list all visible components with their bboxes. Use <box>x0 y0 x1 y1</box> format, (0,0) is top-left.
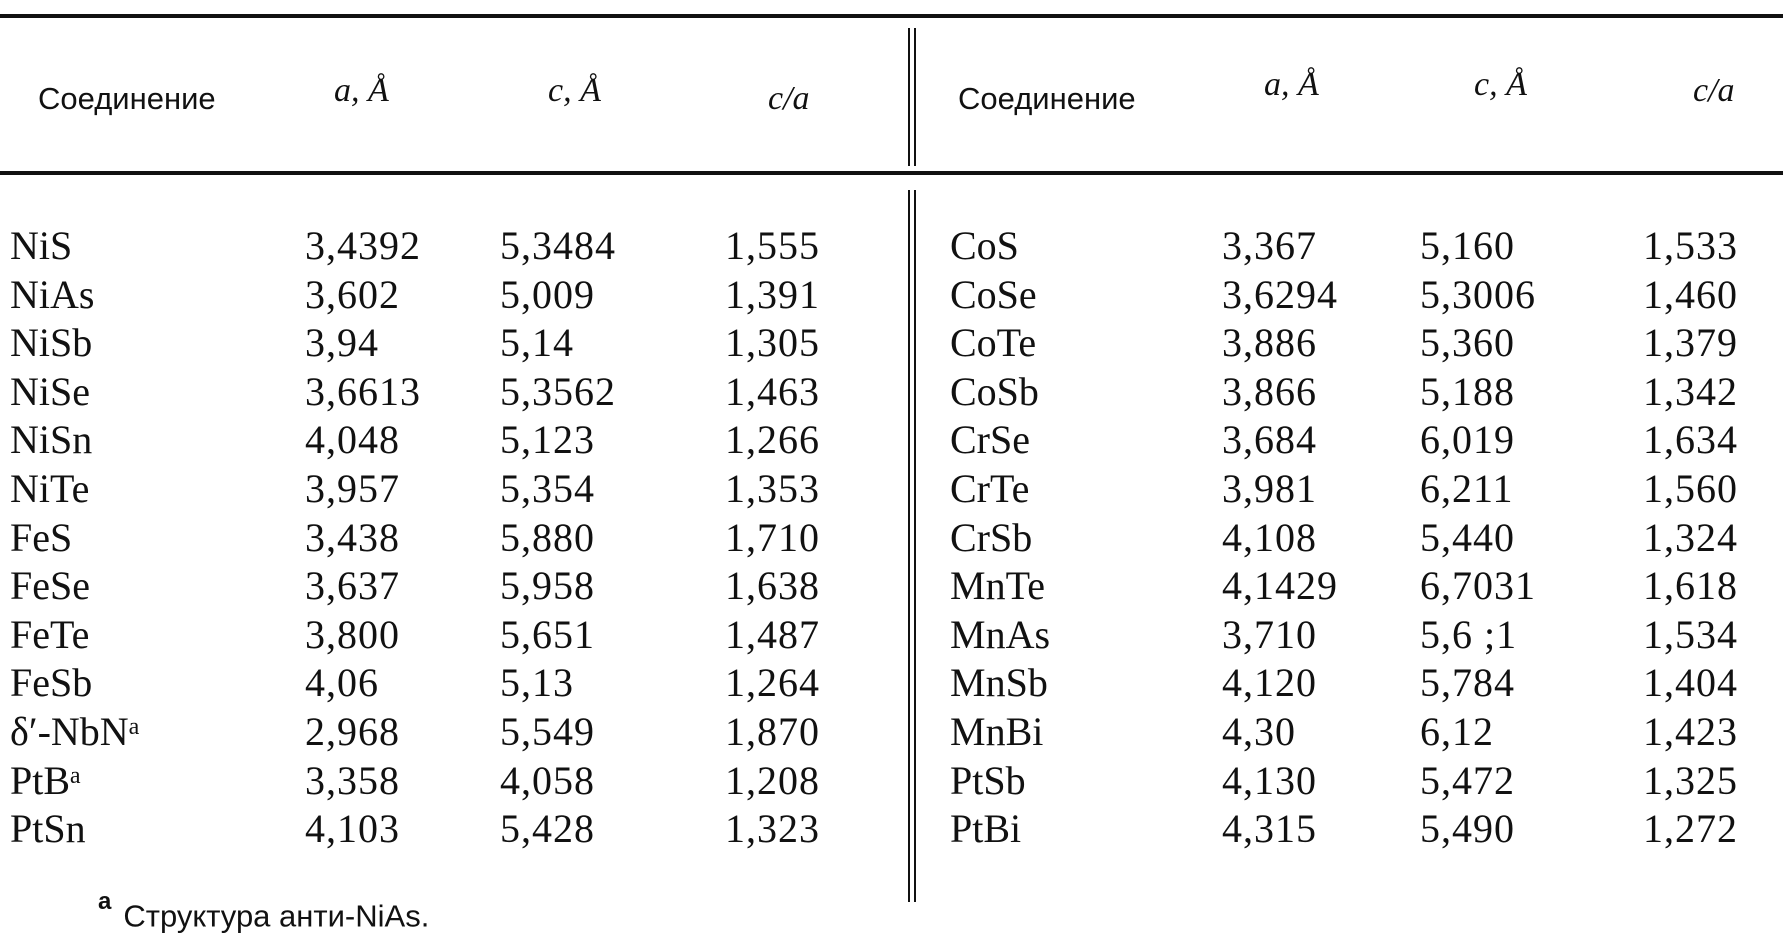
right-compound-cell: CrSb <box>950 514 1033 560</box>
right-c-cell: 5,188 <box>1420 368 1515 414</box>
left-c-cell: 4,058 <box>500 757 595 803</box>
left-compound-cell: PtSn <box>10 806 86 852</box>
left-compound-cell: NiSe <box>10 368 90 414</box>
right-c-cell: 5,490 <box>1420 806 1515 852</box>
right-c-cell: 6,019 <box>1420 417 1515 463</box>
left-c-column <box>500 222 616 854</box>
left-a-cell: 3,957 <box>305 465 400 511</box>
right-a-cell: 4,130 <box>1222 757 1317 803</box>
left-ca-cell: 1,305 <box>725 320 820 366</box>
left-a-cell: 4,103 <box>305 806 400 852</box>
header-left-compound: Соединение <box>38 81 216 116</box>
left-a-cell: 4,06 <box>305 660 379 706</box>
right-c-cell: 6,12 <box>1420 708 1494 754</box>
right-c-cell: 6,7031 <box>1420 563 1536 609</box>
left-c-cell: 5,3484 <box>500 223 616 268</box>
left-c-cell: 5,3562 <box>500 368 616 414</box>
left-ca-cell: 1,208 <box>725 757 820 803</box>
right-ca-cell: 1,324 <box>1643 514 1738 560</box>
header-left-ca: c/a <box>768 80 810 117</box>
left-c-cell: 5,958 <box>500 563 595 609</box>
table-header-rule <box>0 171 1783 175</box>
right-c-cell: 5,440 <box>1420 514 1515 560</box>
left-a-cell: 3,94 <box>305 320 379 366</box>
right-c-cell: 5,6 ;1 <box>1420 611 1518 657</box>
right-c-cell: 5,360 <box>1420 320 1515 366</box>
right-compound-cell: CoSe <box>950 271 1037 317</box>
right-ca-cell: 1,404 <box>1643 660 1738 706</box>
header-left-c: c, Å <box>548 72 601 109</box>
right-c-cell: 5,3006 <box>1420 271 1536 317</box>
right-compound-cell: MnSb <box>950 660 1048 706</box>
left-c-cell: 5,428 <box>500 806 595 852</box>
right-c-cell: 6,211 <box>1420 465 1514 511</box>
left-compound-cell: FeTe <box>10 611 90 657</box>
header-left-a: a, Å <box>334 72 389 109</box>
right-a-cell: 3,684 <box>1222 417 1317 463</box>
column-divider <box>914 28 916 166</box>
right-ca-column <box>1643 222 1738 854</box>
right-a-cell: 3,710 <box>1222 611 1317 657</box>
left-c-cell: 5,123 <box>500 417 595 463</box>
right-compound-cell: MnBi <box>950 708 1044 754</box>
right-compound-cell: PtSb <box>950 757 1026 803</box>
right-a-cell: 3,6294 <box>1222 271 1338 317</box>
left-a-cell: 3,637 <box>305 563 400 609</box>
left-a-cell: 3,800 <box>305 611 400 657</box>
right-ca-cell: 1,534 <box>1643 611 1738 657</box>
right-ca-cell: 1,533 <box>1643 223 1738 268</box>
left-c-cell: 5,651 <box>500 611 595 657</box>
left-ca-cell: 1,266 <box>725 417 820 463</box>
left-compound-cell: FeS <box>10 514 73 560</box>
right-a-cell: 4,30 <box>1222 708 1296 754</box>
left-c-cell: 5,14 <box>500 320 574 366</box>
right-ca-cell: 1,618 <box>1643 563 1738 609</box>
left-a-cell: 4,048 <box>305 417 400 463</box>
left-compound-cell: NiS <box>10 223 73 268</box>
left-ca-cell: 1,487 <box>725 611 820 657</box>
left-ca-cell: 1,870 <box>725 708 820 754</box>
right-c-cell: 5,160 <box>1420 223 1515 268</box>
left-c-cell: 5,009 <box>500 271 595 317</box>
footnote-text: Структура анти-NiAs. <box>123 898 430 934</box>
left-a-cell: 3,6613 <box>305 368 421 414</box>
right-a-column <box>1222 222 1338 854</box>
left-ca-cell: 1,555 <box>725 223 820 268</box>
right-compound-cell: PtBi <box>950 806 1022 852</box>
right-c-column <box>1420 222 1536 854</box>
left-c-cell: 5,354 <box>500 465 595 511</box>
right-compound-cell: CoS <box>950 223 1019 268</box>
left-a-cell: 3,4392 <box>305 223 421 268</box>
left-ca-cell: 1,323 <box>725 806 820 852</box>
left-compound-cell: NiSb <box>10 320 93 366</box>
left-c-cell: 5,880 <box>500 514 595 560</box>
left-c-cell: 5,549 <box>500 708 595 754</box>
right-ca-cell: 1,460 <box>1643 271 1738 317</box>
right-a-cell: 3,866 <box>1222 368 1317 414</box>
left-ca-cell: 1,353 <box>725 465 820 511</box>
right-compound-cell: MnAs <box>950 611 1051 657</box>
left-compound-cell: PtBᵃ <box>10 757 81 803</box>
left-compound-cell: FeSb <box>10 660 93 706</box>
left-compound-column <box>10 222 140 854</box>
left-ca-cell: 1,264 <box>725 660 820 706</box>
right-a-cell: 4,1429 <box>1222 563 1338 609</box>
left-a-column <box>305 222 421 854</box>
left-c-cell: 5,13 <box>500 660 574 706</box>
right-ca-cell: 1,379 <box>1643 320 1738 366</box>
footnote <box>98 888 429 936</box>
right-a-cell: 4,315 <box>1222 806 1317 852</box>
footnote-marker: a <box>98 888 112 915</box>
left-ca-cell: 1,391 <box>725 271 820 317</box>
left-compound-cell: FeSe <box>10 563 90 609</box>
column-divider <box>908 190 910 902</box>
header-right-c: c, Å <box>1474 66 1527 103</box>
column-divider <box>914 190 916 902</box>
table-top-rule <box>0 14 1783 18</box>
right-ca-cell: 1,325 <box>1643 757 1738 803</box>
right-c-cell: 5,472 <box>1420 757 1515 803</box>
left-ca-cell: 1,710 <box>725 514 820 560</box>
left-compound-cell: NiAs <box>10 271 95 317</box>
left-a-cell: 2,968 <box>305 708 400 754</box>
right-ca-cell: 1,634 <box>1643 417 1738 463</box>
right-compound-cell: MnTe <box>950 563 1045 609</box>
header-right-ca: c/a <box>1693 72 1735 109</box>
right-compound-cell: CoSb <box>950 368 1039 414</box>
left-compound-cell: δ′-NbNᵃ <box>10 708 140 754</box>
right-a-cell: 3,886 <box>1222 320 1317 366</box>
right-ca-cell: 1,560 <box>1643 465 1738 511</box>
right-compound-column <box>950 222 1050 854</box>
right-ca-cell: 1,342 <box>1643 368 1738 414</box>
right-a-cell: 4,108 <box>1222 514 1317 560</box>
right-ca-cell: 1,272 <box>1643 806 1738 852</box>
right-c-cell: 5,784 <box>1420 660 1515 706</box>
right-a-cell: 3,367 <box>1222 223 1317 268</box>
right-ca-cell: 1,423 <box>1643 708 1738 754</box>
right-a-cell: 4,120 <box>1222 660 1317 706</box>
left-a-cell: 3,358 <box>305 757 400 803</box>
left-ca-column <box>725 222 820 854</box>
left-compound-cell: NiTe <box>10 465 90 511</box>
right-compound-cell: CoTe <box>950 320 1037 366</box>
left-compound-cell: NiSn <box>10 417 93 463</box>
right-compound-cell: CrSe <box>950 417 1030 463</box>
left-a-cell: 3,438 <box>305 514 400 560</box>
left-a-cell: 3,602 <box>305 271 400 317</box>
header-right-a: a, Å <box>1264 66 1319 103</box>
left-ca-cell: 1,638 <box>725 563 820 609</box>
left-ca-cell: 1,463 <box>725 368 820 414</box>
right-a-cell: 3,981 <box>1222 465 1317 511</box>
header-right-compound: Соединение <box>958 81 1136 116</box>
column-divider <box>908 28 910 166</box>
right-compound-cell: CrTe <box>950 465 1030 511</box>
